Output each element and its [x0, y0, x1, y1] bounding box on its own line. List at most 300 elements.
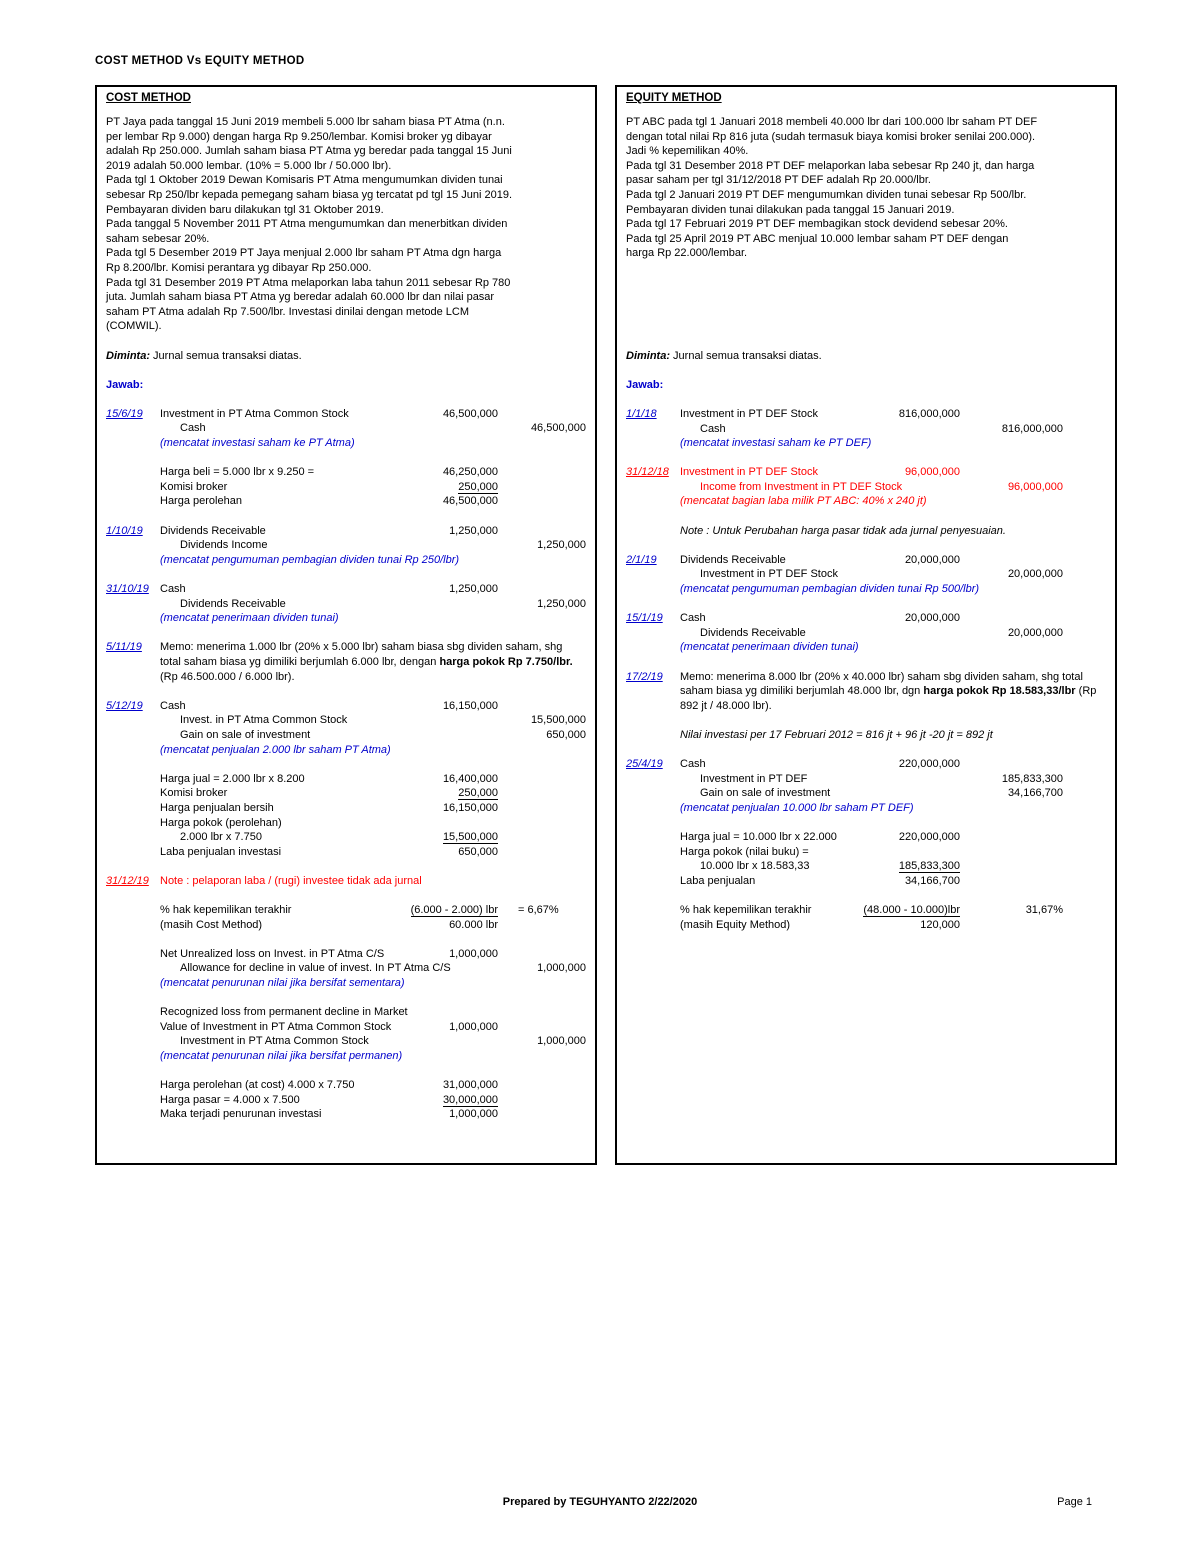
debit-amount: [443, 1093, 498, 1108]
entry-text: [160, 875, 422, 887]
text-segment: (mencatat penurunan nilai jika bersifat permanen): [160, 1050, 403, 1062]
entry-date: 5/11/19: [106, 641, 142, 654]
text-segment: PT ABC pada tgl 1 Januari 2018 membeli 40.000 lbr dari 100.000 lbr saham PT DEF dengan total nilai Rp 816 juta (sudah termasuk biaya komisi broker senilai 200.000). Jadi % kepemilikan 40%.: [626, 116, 1038, 158]
entry-date: 15/1/19: [626, 612, 663, 625]
text-segment: (mencatat investasi saham ke PT Atma): [160, 437, 355, 450]
journal-row: [106, 713, 586, 728]
text-segment: Laba penjualan investasi: [160, 845, 282, 858]
journal-row: [626, 611, 1106, 626]
journal-row: [106, 801, 586, 816]
entry-text: [160, 700, 186, 712]
debit-amount: [899, 859, 960, 874]
intro-paragraph: [106, 217, 586, 246]
spacer: [106, 334, 586, 349]
entry-text: [680, 612, 706, 624]
credit-amount: 1,000,000: [537, 962, 586, 975]
equity-method-body: [626, 115, 1106, 932]
entry-note: [160, 554, 459, 566]
entry-text: [680, 466, 818, 478]
credit-amount: 31,67%: [1025, 904, 1063, 917]
entry-text: [160, 495, 242, 507]
text-segment: Pada tanggal 5 November 2011 PT Atma mengumumkan dan menerbitkan dividen saham sebesar 20%.: [106, 218, 508, 245]
intro-paragraph: [626, 188, 1106, 217]
text-segment: (mencatat penerimaan dividen tunai): [160, 612, 339, 625]
underlined-amount: 185,833,300: [898, 860, 960, 873]
spacer: [106, 451, 586, 466]
entry-text: [680, 408, 818, 420]
entry-text: [160, 1108, 321, 1120]
text-segment: Harga jual = 2.000 lbr x 8.200: [160, 772, 305, 785]
text-segment: Dividends Income: [180, 539, 268, 552]
entry-text: [680, 875, 755, 887]
intro-paragraph: [106, 173, 586, 217]
text-segment: (Rp 892 jt / 48.000 lbr).: [680, 685, 1097, 712]
spacer: [626, 816, 1106, 831]
text-segment: Investment in PT DEF: [700, 772, 808, 785]
text-segment: Income from Investment in PT DEF Stock: [700, 480, 903, 493]
debit-amount: 20,000,000: [904, 553, 960, 566]
journal-row: [626, 524, 1106, 539]
credit-amount: 20,000,000: [1007, 626, 1063, 639]
underlined-amount: 250,000: [458, 787, 498, 800]
debit-amount: 46,500,000: [442, 495, 498, 508]
credit-amount: 20,000,000: [1007, 568, 1063, 581]
text-segment: 10.000 lbr x 18.583,33: [700, 860, 810, 873]
debit-amount: [863, 903, 960, 918]
journal-row: [106, 903, 586, 918]
journal-row: [626, 465, 1106, 480]
text-segment: Dividends Receivable: [160, 524, 266, 537]
journal-row: [626, 918, 1106, 933]
entry-date: 2/1/19: [626, 553, 657, 566]
text-segment: Harga jual = 10.000 lbr x 22.000: [680, 831, 837, 844]
text-segment: Cash: [700, 422, 726, 435]
entry-text: [160, 729, 310, 741]
journal-row: [626, 567, 1106, 582]
text-segment: Cash: [160, 583, 186, 595]
journal-row: [106, 816, 586, 831]
entry-text: [160, 539, 267, 551]
journal-row: [106, 480, 586, 495]
credit-amount: 46,500,000: [530, 422, 586, 435]
entry-text: [680, 525, 1006, 537]
entry-note: [680, 802, 914, 814]
footer-page-number: Page 1: [1057, 1496, 1092, 1508]
text-segment: (mencatat penjualan 2.000 lbr saham PT Atma): [160, 743, 391, 756]
intro-paragraph: [626, 115, 1106, 159]
entry-date: 1/1/18: [626, 407, 657, 420]
spacer: [106, 684, 586, 699]
text-segment: Investment in PT DEF Stock: [700, 568, 838, 581]
spacer: [626, 655, 1106, 670]
entry-text: [160, 773, 305, 785]
spacer: [106, 567, 586, 582]
text-segment: (masih Equity Method): [680, 918, 791, 931]
text-segment: Pada tgl 2 Januari 2019 PT DEF mengumumkan dividen tunai sebesar Rp 500/lbr. Pembayaran dividen tunai dilakukan pada tanggal 15 Januari 2019.: [626, 188, 1027, 216]
text-segment: Memo: menerima 1.000 lbr (20% x 5.000 lbr) saham biasa sbg dividen saham, shg total saham biasa yg dimiliki berjumlah 6.000 lbr, dengan: [160, 641, 563, 668]
spacer: [626, 713, 1106, 728]
text-segment: % hak kepemilikan terakhir: [160, 904, 292, 917]
journal-row: [106, 524, 586, 539]
entry-text: [160, 962, 451, 974]
spacer: [626, 743, 1106, 758]
entry-text: [680, 554, 786, 566]
instruction-text: Jurnal semua transaksi diatas.: [670, 349, 822, 362]
text-segment: Cash: [180, 422, 206, 435]
text-segment: Harga pokok (nilai buku) =: [680, 845, 809, 858]
journal-row: [626, 845, 1106, 860]
spacer: [626, 597, 1106, 612]
entry-text: [680, 729, 993, 741]
text-segment: Gain on sale of investment: [700, 787, 831, 800]
journal-row: [626, 830, 1106, 845]
journal-row: [106, 1005, 586, 1020]
entry-text: [160, 802, 274, 814]
spacer: [106, 363, 586, 378]
debit-amount: 1,000,000: [449, 1108, 498, 1121]
text-segment: Pada tgl 17 Februari 2019 PT DEF membagikan stock devidend sebesar 20%.: [626, 218, 1008, 231]
text-segment: Value of Investment in PT Atma Common Stock: [160, 1020, 392, 1033]
memo-row: [106, 640, 586, 684]
entry-text: [160, 525, 266, 537]
journal-row: [626, 757, 1106, 772]
entry-text: [160, 1079, 354, 1091]
debit-amount: 816,000,000: [898, 407, 960, 420]
underlined-amount: 15,500,000: [442, 831, 498, 844]
entry-date: 17/2/19: [626, 670, 663, 683]
intro-paragraph: [626, 232, 1106, 261]
entry-text: [680, 919, 790, 931]
entry-date: 31/12/18: [626, 466, 669, 479]
journal-row: [106, 597, 586, 612]
intro-paragraph: [626, 217, 1106, 232]
debit-amount: 46,250,000: [442, 466, 498, 479]
text-segment: Dividends Receivable: [680, 553, 786, 566]
journal-row: [106, 743, 586, 758]
entry-text: [160, 1035, 369, 1047]
credit-amount: 816,000,000: [1001, 422, 1063, 435]
spacer: [106, 859, 586, 874]
debit-amount: 96,000,000: [904, 466, 960, 479]
text-segment: Maka terjadi penurunan investasi: [160, 1108, 322, 1121]
spacer: [106, 888, 586, 903]
journal-row: [106, 699, 586, 714]
debit-amount: 1,000,000: [449, 1020, 498, 1033]
journal-row: [106, 421, 586, 436]
text-segment: (mencatat penjualan 10.000 lbr saham PT DEF): [680, 801, 914, 814]
entry-text: [160, 904, 291, 916]
journal-row: [106, 538, 586, 553]
bold-text: harga pokok Rp 7.750/lbr.: [439, 655, 573, 668]
answer-label: Jawab:: [106, 378, 144, 391]
text-segment: Invest. in PT Atma Common Stock: [180, 714, 348, 727]
journal-row: [106, 1078, 586, 1093]
entry-note: [160, 437, 355, 449]
entry-text: [160, 787, 227, 799]
debit-amount: 20,000,000: [904, 612, 960, 625]
text-segment: Cash: [160, 699, 186, 712]
text-segment: (Rp 46.500.000 / 6.000 lbr).: [160, 670, 295, 683]
text-segment: 2.000 lbr x 7.750: [180, 831, 262, 844]
entry-text: [160, 1006, 408, 1018]
debit-amount: 220,000,000: [898, 831, 960, 844]
journal-row: [106, 1020, 586, 1035]
spacer: [626, 363, 1106, 378]
journal-row: [106, 772, 586, 787]
journal-row: [626, 772, 1106, 787]
entry-text: [680, 846, 809, 858]
entry-date: 25/4/19: [626, 758, 663, 771]
entry-text: [680, 904, 811, 916]
journal-row: [106, 830, 586, 845]
spacer: [626, 392, 1106, 407]
entry-note: [160, 744, 391, 756]
debit-amount: 60.000 lbr: [449, 918, 498, 931]
spacer: [626, 261, 1106, 349]
spacer: [106, 932, 586, 947]
journal-row: [626, 640, 1106, 655]
text-segment: Harga pokok (perolehan): [160, 816, 282, 829]
entry-date: 31/12/19: [106, 874, 149, 887]
debit-amount: 1,000,000: [449, 947, 498, 960]
entry-text: [160, 641, 573, 682]
journal-row: [626, 436, 1106, 451]
text-segment: Laba penjualan: [680, 874, 756, 887]
entry-note: [680, 583, 979, 595]
journal-row: [106, 436, 586, 451]
text-segment: Investment in PT DEF Stock: [680, 466, 818, 479]
text-segment: Note : pelaporan laba / (rugi) investee tidak ada jurnal: [160, 874, 422, 887]
entry-text: [680, 481, 902, 493]
journal-row: [626, 480, 1106, 495]
debit-amount: [443, 830, 498, 845]
debit-amount: 1,250,000: [449, 583, 498, 595]
text-segment: Recognized loss from permanent decline in Market: [160, 1006, 408, 1019]
instruction-line: [626, 349, 1106, 364]
intro-paragraph: [106, 276, 586, 334]
debit-amount: 1,250,000: [449, 524, 498, 537]
journal-row: [106, 1034, 586, 1049]
entry-date: 5/12/19: [106, 699, 143, 712]
entry-text: [160, 948, 384, 960]
intro-paragraph: [106, 246, 586, 275]
entry-text: [160, 408, 349, 420]
entry-note: [160, 977, 405, 989]
entry-text: [680, 671, 1096, 712]
debit-amount: 16,400,000: [442, 772, 498, 785]
journal-row: [626, 801, 1106, 816]
entry-text: [160, 919, 262, 931]
entry-text: [160, 481, 227, 493]
debit-amount: 650,000: [458, 845, 498, 858]
text-segment: Note : Untuk Perubahan harga pasar tidak ada jurnal penyesuaian.: [680, 524, 1006, 537]
text-segment: Net Unrealized loss on Invest. in PT Atma C/S: [160, 947, 385, 960]
text-segment: Nilai investasi per 17 Februari 2012 = 816 jt + 96 jt -20 jt = 892 jt: [680, 728, 993, 741]
bold-text: harga pokok Rp 18.583,33/lbr: [923, 685, 1076, 698]
journal-row: [626, 407, 1106, 422]
entry-text: [160, 1094, 300, 1106]
entry-text: [160, 1021, 391, 1033]
underlined-amount: (6.000 - 2.000) lbr: [410, 904, 498, 917]
journal-row: [106, 611, 586, 626]
entry-text: [680, 758, 706, 770]
text-segment: (masih Cost Method): [160, 918, 263, 931]
journal-row: [626, 874, 1106, 889]
equity-method-panel: [615, 85, 1117, 1165]
entry-note: [160, 612, 339, 624]
entry-text: [680, 787, 830, 799]
journal-row: [106, 976, 586, 991]
journal-row: [106, 918, 586, 933]
credit-amount: = 6,67%: [518, 904, 559, 917]
text-segment: (mencatat bagian laba milik PT ABC: 40% x 240 jt): [680, 495, 927, 508]
journal-row: [106, 961, 586, 976]
text-segment: Pada tgl 5 Desember 2019 PT Jaya menjual 2.000 lbr saham PT Atma dgn harga Rp 8.200/lbr. Komisi perantara yg dibayar Rp 250.000.: [106, 247, 502, 274]
equity-method-header: EQUITY METHOD: [626, 92, 722, 104]
intro-paragraph: [106, 115, 586, 173]
instruction-label: Diminta:: [626, 349, 670, 362]
underlined-amount: 30,000,000: [442, 1093, 498, 1106]
entry-text: [160, 846, 281, 858]
journal-row: [106, 465, 586, 480]
credit-amount: 34,166,700: [1007, 787, 1063, 800]
debit-amount: [458, 786, 498, 801]
journal-row: [106, 407, 586, 422]
spacer: [106, 626, 586, 641]
text-segment: Cash: [680, 758, 706, 771]
text-segment: Dividends Receivable: [180, 597, 286, 610]
text-segment: (mencatat investasi saham ke PT DEF): [680, 437, 872, 450]
text-segment: (mencatat pengumuman pembagian dividen tunai Rp 250/lbr): [160, 553, 460, 566]
spacer: [626, 538, 1106, 553]
spacer: [626, 509, 1106, 524]
entry-text: [680, 423, 726, 435]
journal-row: [106, 1093, 586, 1108]
journal-row: [106, 845, 586, 860]
entry-date: 1/10/19: [106, 524, 143, 537]
entry-text: [680, 568, 838, 580]
text-segment: Pada tgl 1 Oktober 2019 Dewan Komisaris PT Atma mengumumkan dividen tunai sebesar Rp 250/lbr kepada pemegang saham biasa yg tercatat pd tgl 15 Juni 2019. Pembayaran dividen baru dilakukan tgl 31 Oktober 2019.: [106, 174, 513, 216]
cost-method-header: COST METHOD: [106, 92, 191, 104]
text-segment: Allowance for decline in value of invest. In PT Atma C/S: [180, 962, 451, 975]
underlined-amount: (48.000 - 10.000)lbr: [863, 904, 960, 917]
credit-amount: 650,000: [546, 728, 586, 741]
credit-amount: 185,833,300: [1001, 772, 1063, 785]
spacer: [626, 889, 1106, 904]
entry-text: [160, 831, 262, 843]
credit-amount: 15,500,000: [530, 714, 586, 727]
spacer: [626, 451, 1106, 466]
entry-text: [160, 466, 314, 478]
text-segment: Cash: [680, 612, 706, 625]
debit-amount: [458, 480, 498, 495]
text-segment: Dividends Receivable: [700, 626, 806, 639]
journal-row: [106, 728, 586, 743]
underlined-amount: 250,000: [458, 480, 498, 493]
memo-row: [626, 670, 1106, 714]
journal-row: [626, 422, 1106, 437]
journal-row: [626, 786, 1106, 801]
entry-note: [680, 437, 871, 449]
journal-row: [106, 1107, 586, 1122]
credit-amount: 1,250,000: [537, 597, 586, 610]
footer-prepared-by: Prepared by TEGUHYANTO 2/22/2020: [502, 1496, 698, 1508]
entry-date: 15/6/19: [106, 407, 143, 420]
journal-row: [626, 728, 1106, 743]
journal-row: [626, 553, 1106, 568]
journal-row: [106, 947, 586, 962]
text-segment: Pada tgl 31 Desember 2019 PT Atma melaporkan laba tahun 2011 sebesar Rp 780 juta. Jumlah saham biasa PT Atma yg beredar adalah 60.000 lbr dan nilai pasar saham PT Atma adalah Rp 7.500/lbr. Investasi dinilai dengan metode LCM (COMWIL).: [106, 276, 511, 333]
entry-text: [680, 773, 807, 785]
spacer: [106, 509, 586, 524]
entry-date: 31/10/19: [106, 583, 149, 595]
text-segment: Komisi broker: [160, 787, 228, 800]
text-segment: (mencatat penerimaan dividen tunai): [680, 641, 859, 654]
debit-amount: [411, 903, 498, 918]
entry-text: [160, 422, 206, 434]
text-segment: Investment in PT DEF Stock: [680, 407, 818, 420]
credit-amount: 1,000,000: [537, 1035, 586, 1048]
text-segment: Harga penjualan bersih: [160, 801, 274, 814]
entry-text: [160, 598, 286, 610]
cost-method-body: [106, 115, 586, 1122]
entry-text: [160, 714, 347, 726]
journal-row: [106, 786, 586, 801]
entry-text: [680, 627, 806, 639]
debit-amount: 120,000: [920, 918, 960, 931]
instruction-label: Diminta:: [106, 349, 150, 362]
text-segment: Harga perolehan: [160, 495, 242, 508]
spacer: [106, 757, 586, 772]
credit-amount: 1,250,000: [537, 539, 586, 552]
text-segment: Memo: menerima 8.000 lbr (20% x 40.000 lbr) saham sbg dividen saham, shg total saham biasa yg dimiliki berjumlah 48.000 lbr, dgn: [680, 670, 1083, 698]
entry-text: [160, 583, 186, 595]
entry-note: [680, 641, 859, 653]
journal-row: [106, 553, 586, 568]
text-segment: PT Jaya pada tanggal 15 Juni 2019 membeli 5.000 lbr saham biasa PT Atma (n.n. per lembar Rp 9.000) dengan harga Rp 9.250/lembar. Komisi broker yg dibayar adalah Rp 250.000. Jumlah saham biasa PT Atma yg beredar pada tanggal 15 Juni 2019 adalah 50.000 lembar. (10% = 5.000 lbr / 50.000 lbr).: [106, 116, 512, 172]
debit-amount: 220,000,000: [898, 758, 960, 771]
entry-note: [160, 1050, 402, 1062]
entry-text: [680, 860, 809, 872]
spacer: [106, 991, 586, 1006]
text-segment: Komisi broker: [160, 480, 228, 493]
text-segment: (mencatat penurunan nilai jika bersifat sementara): [160, 977, 405, 990]
text-segment: Pada tgl 25 April 2019 PT ABC menjual 10.000 lembar saham PT DEF dengan harga Rp 22.000/lembar.: [626, 232, 1009, 260]
journal-row: [626, 582, 1106, 597]
debit-amount: 46,500,000: [442, 407, 498, 420]
debit-amount: 16,150,000: [442, 699, 498, 712]
journal-row: [626, 903, 1106, 918]
text-segment: Harga pasar = 4.000 x 7.500: [160, 1093, 300, 1106]
entry-text: [160, 817, 282, 829]
spacer: [106, 392, 586, 407]
text-segment: Harga perolehan (at cost) 4.000 x 7.750: [160, 1079, 355, 1092]
debit-amount: 16,150,000: [442, 801, 498, 814]
cost-method-panel: [95, 85, 597, 1165]
instruction-line: [106, 349, 586, 364]
journal-row: [626, 859, 1106, 874]
text-segment: (mencatat pengumuman pembagian dividen tunai Rp 500/lbr): [680, 583, 980, 596]
journal-row: [106, 1049, 586, 1064]
page-title: COST METHOD Vs EQUITY METHOD: [95, 55, 305, 67]
debit-amount: 31,000,000: [442, 1079, 498, 1092]
debit-amount: 34,166,700: [904, 874, 960, 887]
journal-row: [106, 582, 586, 597]
credit-amount: 96,000,000: [1007, 480, 1063, 493]
text-segment: Investment in PT Atma Common Stock: [180, 1035, 369, 1048]
journal-row: [106, 874, 586, 889]
journal-row: [626, 494, 1106, 509]
